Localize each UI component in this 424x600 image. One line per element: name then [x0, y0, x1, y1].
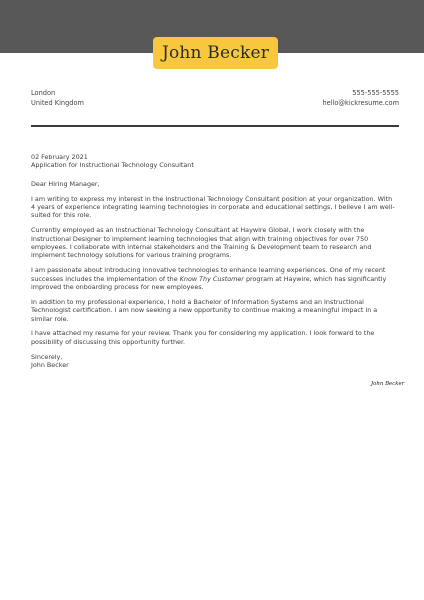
letter-date: 02 February 2021 [31, 153, 88, 161]
closing: Sincerely, [31, 352, 63, 361]
letter-body [31, 153, 397, 369]
paragraph-2: Currently employed as an Instructional Technology Consultant at Haywire Global, I work closely with the Instructional Designer to implement learning technologies that align with training objectives for over 750 employees. I collaborate with internal stakeholders and the Training & Development team to research and implement technology solutions for various training programs. [31, 226, 372, 260]
paragraph-1: I am writing to express my interest in the Instructional Technology Consultant position at your organization. With 4 years of experience integrating learning technologies in corporate and educational settings, I believe I am well-suited for this role. [31, 194, 395, 220]
greeting: Dear Hiring Manager, [31, 179, 100, 188]
phone: 555-555-5555 [352, 89, 399, 97]
program-name: Know Thy Customer [179, 274, 244, 283]
paragraph-5: I have attached my resume for your review. Thank you for considering my application. I look forward to the possibility of discussing this opportunity further. [31, 329, 375, 346]
country: United Kingdom [31, 99, 84, 107]
applicant-name: John Becker [161, 43, 270, 63]
email: hello@kickresume.com [322, 99, 399, 107]
address-block [31, 88, 84, 108]
paragraph-3-start: I am passionate about introducing innovative technologies to enhance learning experiences. One of my recent successes includes the implementation of the [31, 266, 386, 283]
header-divider [31, 125, 399, 127]
paragraph-3-end: program at Haywire, which has significantly improved the onboarding process for new employees. [31, 274, 387, 292]
contact-block [322, 88, 399, 108]
letter-meta [31, 153, 397, 170]
name-badge [153, 37, 278, 69]
city: London [31, 89, 56, 97]
signature: John Becker [371, 381, 405, 387]
letter-subject: Application for Instructional Technology Consultant [31, 161, 194, 170]
paragraph-3 [31, 266, 397, 291]
paragraph-4: In addition to my professional experience, I hold a Bachelor of Information Systems and an Instructional Technologist certification. I am now seeking a new opportunity to continue making a meaningful impact in a similar role. [31, 297, 378, 323]
sender-name: John Becker [31, 361, 69, 370]
